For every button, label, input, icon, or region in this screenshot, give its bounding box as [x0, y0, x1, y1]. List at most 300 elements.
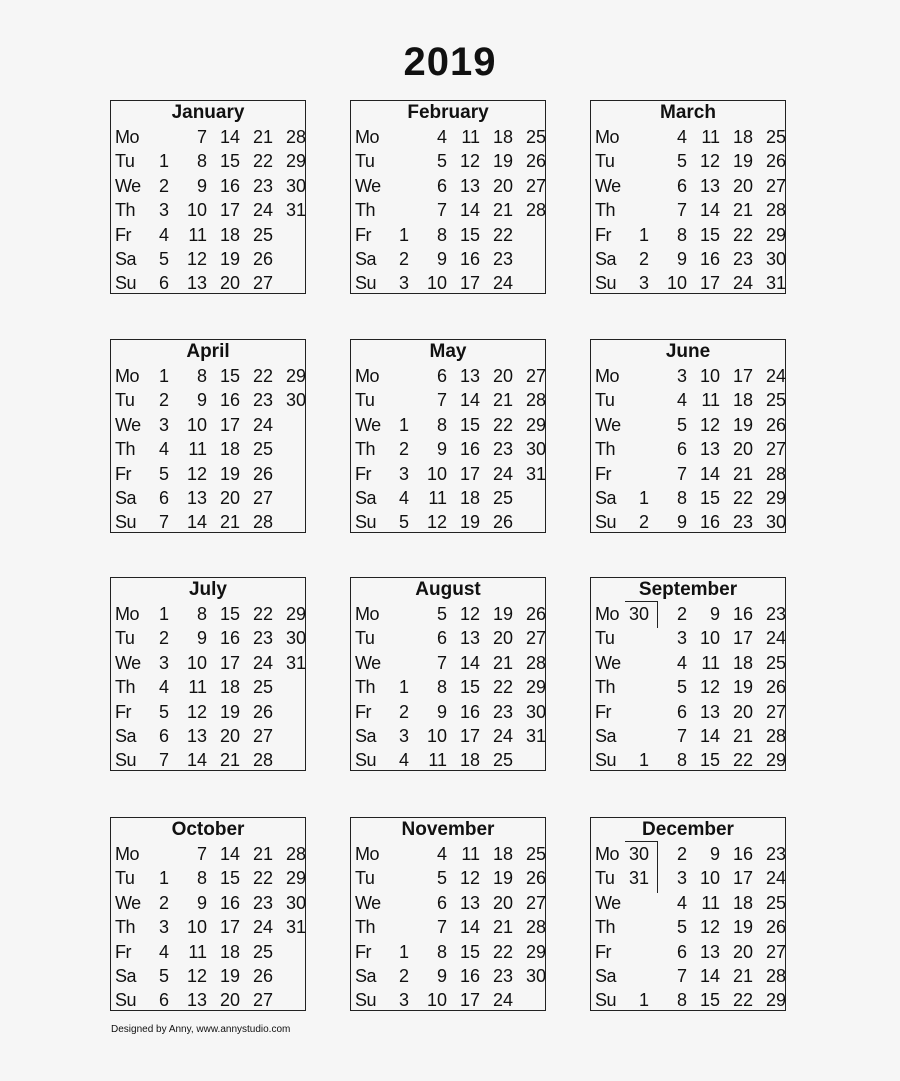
day-cell: 3 [676, 628, 687, 649]
weekday-row [111, 651, 305, 675]
day-cell: 16 [219, 175, 240, 196]
weekday-label: Su [115, 512, 137, 533]
day-cell: 30 [525, 439, 546, 460]
day-cell: 3 [676, 868, 687, 889]
month-title: May [429, 341, 467, 362]
day-cell: 2 [638, 249, 649, 269]
day-cell: 3 [158, 414, 169, 435]
month-may [350, 339, 546, 533]
day-cell: 18 [219, 677, 240, 698]
day-cell: 29 [765, 224, 786, 245]
day-cell: 13 [699, 941, 720, 962]
month-title: June [665, 341, 711, 362]
day-cell: 16 [459, 439, 480, 460]
day-cell: 21 [492, 390, 513, 411]
weekday-row [111, 388, 305, 412]
day-cell: 26 [252, 249, 273, 269]
day-cell: 26 [252, 701, 273, 722]
weekday-row [351, 748, 545, 772]
month-title: August [415, 579, 481, 600]
weekday-row [111, 988, 305, 1012]
day-cell: 19 [492, 868, 513, 889]
day-cell: 15 [459, 677, 480, 698]
day-cell: 19 [219, 701, 240, 722]
day-cell: 13 [699, 175, 720, 196]
day-cell: 1 [638, 488, 649, 508]
day-cell: 1 [398, 224, 409, 245]
weekday-label: Fr [355, 224, 371, 245]
day-cell: 8 [436, 941, 447, 962]
weekday-row [591, 915, 785, 939]
day-cell: 18 [219, 941, 240, 962]
weekday-label: Fr [595, 463, 611, 484]
weekday-label: Fr [115, 463, 131, 484]
day-cell: 4 [676, 892, 687, 913]
weekday-row [591, 223, 785, 247]
day-cell: 27 [525, 366, 546, 386]
weekday-label: We [355, 652, 381, 673]
weekday-label: Tu [115, 151, 135, 172]
day-cell: 31 [628, 868, 649, 889]
weekday-row [111, 125, 305, 149]
day-cell: 3 [158, 917, 169, 938]
weekday-label: Fr [355, 463, 371, 484]
day-cell: 10 [186, 414, 207, 435]
month-title: October [171, 819, 245, 840]
weekday-label: We [595, 652, 621, 673]
day-cell: 15 [699, 990, 720, 1011]
weekday-label: Tu [355, 151, 375, 172]
day-cell: 20 [219, 488, 240, 508]
day-cell: 4 [398, 488, 409, 508]
day-cell: 22 [252, 151, 273, 172]
day-cell: 27 [765, 439, 786, 460]
weekday-label: We [115, 175, 141, 196]
day-cell: 22 [732, 750, 753, 771]
day-cell: 30 [628, 844, 649, 864]
day-cell: 2 [398, 249, 409, 269]
day-cell: 26 [765, 414, 786, 435]
day-cell: 10 [426, 463, 447, 484]
weekday-row [591, 626, 785, 650]
day-cell: 12 [186, 463, 207, 484]
day-cell: 14 [459, 652, 480, 673]
month-january [110, 100, 306, 294]
day-cell: 29 [765, 990, 786, 1011]
day-cell: 19 [732, 917, 753, 938]
day-cell: 19 [492, 604, 513, 624]
day-cell: 1 [638, 750, 649, 771]
weekday-label: Sa [595, 726, 617, 746]
weekday-label: Su [355, 512, 377, 533]
day-cell: 29 [765, 488, 786, 508]
day-cell: 5 [436, 151, 447, 172]
weekday-row [591, 413, 785, 437]
day-cell: 5 [676, 151, 687, 172]
day-cell: 16 [459, 966, 480, 986]
day-cell: 27 [252, 726, 273, 746]
weekday-label: Tu [115, 868, 135, 889]
day-cell: 21 [252, 127, 273, 147]
weekday-row [351, 223, 545, 247]
weekday-row [591, 198, 785, 222]
weekday-label: Su [595, 273, 617, 294]
day-cell: 22 [252, 604, 273, 624]
weekday-row [591, 724, 785, 748]
day-cell: 10 [699, 868, 720, 889]
day-cell: 24 [492, 726, 513, 746]
weekday-row [351, 940, 545, 964]
weekday-row [351, 602, 545, 626]
weekday-label: Sa [355, 488, 377, 508]
day-cell: 1 [158, 604, 169, 624]
weekday-row [591, 462, 785, 486]
weekday-label: We [355, 414, 381, 435]
day-cell: 24 [765, 868, 786, 889]
day-cell: 12 [186, 701, 207, 722]
day-cell: 23 [732, 249, 753, 269]
day-cell: 14 [219, 844, 240, 864]
day-cell: 17 [459, 463, 480, 484]
day-cell: 11 [701, 892, 720, 913]
weekday-row [111, 413, 305, 437]
day-cell: 29 [285, 151, 306, 172]
day-cell: 16 [732, 604, 753, 624]
day-cell: 23 [252, 175, 273, 196]
weekday-row [351, 149, 545, 173]
day-cell: 28 [252, 750, 273, 771]
day-cell: 17 [219, 652, 240, 673]
weekday-row [351, 364, 545, 388]
day-cell: 12 [426, 512, 447, 533]
weekday-label: Su [595, 512, 617, 533]
day-cell: 9 [436, 439, 447, 460]
weekday-label: Su [595, 750, 617, 771]
day-cell: 10 [426, 273, 447, 294]
day-cell: 25 [252, 941, 273, 962]
weekday-row [591, 842, 785, 866]
day-cell: 6 [436, 366, 447, 386]
weekday-row [591, 388, 785, 412]
day-cell: 15 [459, 941, 480, 962]
day-cell: 4 [436, 127, 447, 147]
weekday-row [111, 198, 305, 222]
day-cell: 8 [436, 414, 447, 435]
day-cell: 20 [219, 990, 240, 1011]
weekday-label: Th [355, 200, 376, 221]
day-cell: 13 [186, 488, 207, 508]
day-cell: 18 [492, 127, 513, 147]
day-cell: 18 [459, 488, 480, 508]
day-cell: 20 [492, 175, 513, 196]
day-cell: 6 [158, 726, 169, 746]
weekday-label: Fr [355, 941, 371, 962]
weekday-label: Mo [115, 844, 140, 864]
day-cell: 26 [525, 151, 546, 172]
day-cell: 7 [436, 917, 447, 938]
day-cell: 27 [252, 273, 273, 294]
day-cell: 22 [492, 677, 513, 698]
month-july [110, 577, 306, 771]
day-cell: 18 [219, 439, 240, 460]
weekday-label: Fr [115, 701, 131, 722]
day-cell: 5 [436, 868, 447, 889]
weekday-row [351, 271, 545, 295]
day-cell: 11 [428, 488, 447, 508]
day-cell: 11 [188, 677, 207, 698]
day-cell: 6 [676, 941, 687, 962]
day-cell: 14 [699, 726, 720, 746]
day-cell: 19 [732, 151, 753, 172]
day-cell: 19 [219, 463, 240, 484]
weekday-label: Fr [115, 224, 131, 245]
weekday-label: Th [595, 677, 616, 698]
day-cell: 14 [459, 917, 480, 938]
month-title: November [401, 819, 495, 840]
weekday-row [111, 271, 305, 295]
day-cell: 26 [525, 868, 546, 889]
day-cell: 7 [158, 512, 169, 533]
day-cell: 25 [252, 439, 273, 460]
day-cell: 28 [285, 127, 306, 147]
day-cell: 13 [186, 273, 207, 294]
day-cell: 27 [252, 488, 273, 508]
weekday-row [111, 748, 305, 772]
weekday-label: Sa [115, 249, 137, 269]
weekday-label: Sa [115, 488, 137, 508]
day-cell: 25 [492, 488, 513, 508]
weekday-row [351, 486, 545, 510]
day-cell: 1 [158, 151, 169, 172]
weekday-label: Su [355, 750, 377, 771]
day-cell: 4 [676, 652, 687, 673]
day-cell: 16 [459, 701, 480, 722]
weekday-row [591, 988, 785, 1012]
day-cell: 15 [219, 604, 240, 624]
day-cell: 24 [492, 990, 513, 1011]
day-cell: 21 [252, 844, 273, 864]
day-cell: 23 [492, 966, 513, 986]
weekday-row [591, 510, 785, 534]
day-cell: 31 [285, 200, 306, 221]
day-cell: 3 [158, 652, 169, 673]
weekday-row [351, 125, 545, 149]
day-cell: 25 [252, 224, 273, 245]
weekday-label: Su [355, 990, 377, 1011]
day-cell: 11 [701, 652, 720, 673]
weekday-label: We [595, 175, 621, 196]
day-cell: 20 [219, 726, 240, 746]
day-cell: 12 [699, 414, 720, 435]
weekday-row [591, 940, 785, 964]
day-cell: 26 [765, 917, 786, 938]
month-title: January [171, 102, 245, 123]
day-cell: 21 [219, 512, 240, 533]
day-cell: 11 [701, 390, 720, 411]
day-cell: 20 [219, 273, 240, 294]
day-cell: 8 [676, 224, 687, 245]
month-title: September [638, 579, 738, 600]
day-cell: 27 [525, 892, 546, 913]
day-cell: 25 [765, 127, 786, 147]
day-cell: 28 [765, 463, 786, 484]
day-cell: 2 [158, 892, 169, 913]
day-cell: 11 [188, 941, 207, 962]
day-cell: 5 [676, 677, 687, 698]
day-cell: 18 [732, 892, 753, 913]
weekday-row [111, 602, 305, 626]
day-cell: 21 [492, 200, 513, 221]
day-cell: 29 [285, 366, 306, 386]
day-cell: 16 [732, 844, 753, 864]
weekday-label: Su [115, 750, 137, 771]
day-cell: 21 [732, 200, 753, 221]
day-cell: 18 [492, 844, 513, 864]
day-cell: 16 [699, 512, 720, 533]
month-march [590, 100, 786, 294]
day-cell: 7 [676, 200, 687, 221]
day-cell: 10 [666, 273, 687, 294]
day-cell: 17 [459, 273, 480, 294]
day-cell: 19 [732, 414, 753, 435]
day-cell: 9 [676, 249, 687, 269]
day-cell: 13 [699, 439, 720, 460]
weekday-row [351, 174, 545, 198]
weekday-label: Mo [355, 127, 380, 147]
day-cell: 29 [525, 941, 546, 962]
day-cell: 3 [676, 366, 687, 386]
weekday-row [111, 174, 305, 198]
day-cell: 8 [436, 677, 447, 698]
day-cell: 9 [196, 892, 207, 913]
day-cell: 17 [732, 628, 753, 649]
day-cell: 20 [492, 366, 513, 386]
day-cell: 30 [285, 175, 306, 196]
weekday-label: Tu [355, 390, 375, 411]
day-cell: 17 [219, 917, 240, 938]
weekday-row [351, 964, 545, 988]
day-cell: 11 [461, 844, 480, 864]
weekday-label: Tu [595, 390, 615, 411]
day-cell: 28 [252, 512, 273, 533]
day-cell: 26 [765, 151, 786, 172]
day-cell: 30 [525, 966, 546, 986]
day-cell: 22 [492, 941, 513, 962]
day-cell: 30 [765, 249, 786, 269]
weekday-row [591, 891, 785, 915]
day-cell: 20 [732, 439, 753, 460]
weekday-label: Su [595, 990, 617, 1011]
day-cell: 9 [436, 966, 447, 986]
day-cell: 27 [525, 628, 546, 649]
day-cell: 4 [676, 127, 687, 147]
weekday-label: Mo [115, 366, 140, 386]
day-cell: 28 [525, 200, 546, 221]
day-cell: 6 [676, 701, 687, 722]
weekday-row [591, 675, 785, 699]
day-cell: 12 [459, 151, 480, 172]
day-cell: 20 [492, 628, 513, 649]
day-cell: 1 [398, 941, 409, 962]
weekday-row [111, 626, 305, 650]
day-cell: 9 [709, 604, 720, 624]
day-cell: 8 [676, 990, 687, 1011]
day-cell: 8 [196, 366, 207, 386]
day-cell: 9 [436, 249, 447, 269]
day-cell: 8 [436, 224, 447, 245]
day-cell: 4 [676, 390, 687, 411]
day-cell: 28 [525, 652, 546, 673]
day-cell: 19 [219, 966, 240, 986]
day-cell: 21 [732, 966, 753, 986]
day-cell: 12 [186, 966, 207, 986]
weekday-row [111, 510, 305, 534]
day-cell: 6 [158, 990, 169, 1011]
day-cell: 9 [196, 175, 207, 196]
day-cell: 29 [285, 604, 306, 624]
day-cell: 12 [699, 917, 720, 938]
day-cell: 31 [525, 726, 546, 746]
day-cell: 23 [765, 604, 786, 624]
day-cell: 14 [459, 200, 480, 221]
day-cell: 23 [252, 628, 273, 649]
day-cell: 16 [699, 249, 720, 269]
weekday-row [591, 964, 785, 988]
weekday-row [351, 915, 545, 939]
weekday-row [111, 700, 305, 724]
day-cell: 9 [676, 512, 687, 533]
day-cell: 26 [765, 677, 786, 698]
weekday-row [351, 988, 545, 1012]
month-november [350, 817, 546, 1011]
day-cell: 26 [252, 966, 273, 986]
day-cell: 12 [459, 868, 480, 889]
day-cell: 30 [285, 628, 306, 649]
day-cell: 11 [461, 127, 480, 147]
month-title: December [642, 819, 734, 840]
weekday-row [591, 364, 785, 388]
weekday-label: Mo [355, 844, 380, 864]
month-october [110, 817, 306, 1011]
weekday-label: Fr [595, 941, 611, 962]
day-cell: 22 [492, 224, 513, 245]
day-cell: 8 [676, 750, 687, 771]
day-cell: 2 [158, 175, 169, 196]
weekday-label: We [115, 414, 141, 435]
weekday-label: Mo [595, 844, 620, 864]
weekday-label: Th [595, 200, 616, 221]
day-cell: 10 [186, 200, 207, 221]
weekday-row [111, 223, 305, 247]
weekday-label: Th [115, 917, 136, 938]
day-cell: 20 [492, 892, 513, 913]
day-cell: 25 [525, 127, 546, 147]
weekday-row [591, 174, 785, 198]
day-cell: 10 [426, 990, 447, 1011]
day-cell: 6 [676, 175, 687, 196]
day-cell: 31 [765, 273, 786, 294]
day-cell: 8 [196, 604, 207, 624]
day-cell: 23 [492, 701, 513, 722]
day-cell: 17 [699, 273, 720, 294]
weekday-label: Su [355, 273, 377, 294]
day-cell: 10 [186, 917, 207, 938]
weekday-row [591, 125, 785, 149]
day-cell: 21 [492, 917, 513, 938]
day-cell: 25 [252, 677, 273, 698]
day-cell: 30 [285, 390, 306, 411]
day-cell: 23 [765, 844, 786, 864]
